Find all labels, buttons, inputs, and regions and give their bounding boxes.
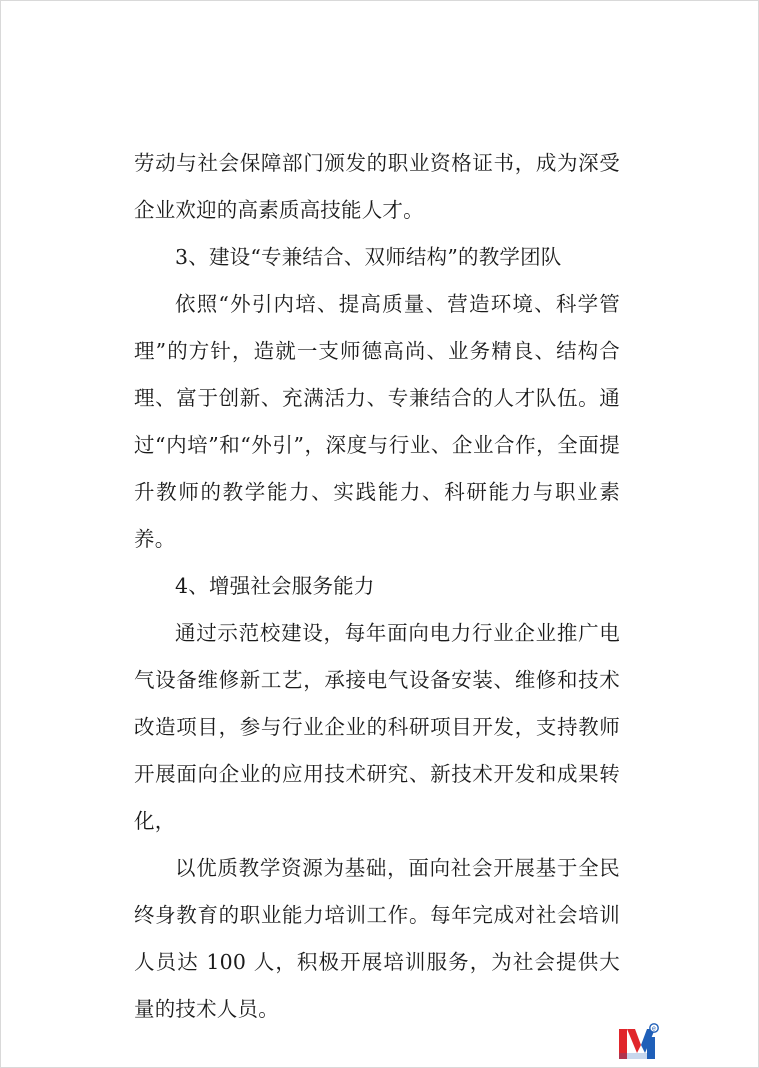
paragraph-teaching-team: 依照“外引内培、提高质量、营造环境、科学管理”的方针，造就一支师德高尚、业务精良、结构合理、富于创新、充满活力、专兼结合的人才队伍。通过“内培”和“外引”，深度与行业、企业合作，全面提升教师的教学能力、实践能力、科研能力与职业素养。 (134, 292, 620, 551)
paragraph-social-service: 通过示范校建设，每年面向电力行业企业推广电气设备维修新工艺，承接电气设备安装、维修和技术改造项目，参与行业企业的科研项目开发，支持教师开展面向企业的应用技术研究、新技术开发和成果转化， (134, 621, 620, 833)
heading-teaching-team: 3、建设“专兼结合、双师结构”的教学团队 (175, 245, 562, 269)
logo-letter-e: e (652, 1025, 656, 1033)
me-logo-icon (617, 1023, 659, 1061)
heading-social-service: 4、增强社会服务能力 (175, 574, 375, 598)
document-body (134, 140, 620, 1033)
paragraph-training: 以优质教学资源为基础，面向社会开展基于全民终身教育的职业能力培训工作。每年完成对社会培训人员达 100 人，积极开展培训服务，为社会提供大量的技术人员。 (134, 856, 620, 1021)
paragraph-continuation: 劳动与社会保障部门颁发的职业资格证书，成为深受企业欢迎的高素质高技能人才。 (134, 151, 620, 222)
